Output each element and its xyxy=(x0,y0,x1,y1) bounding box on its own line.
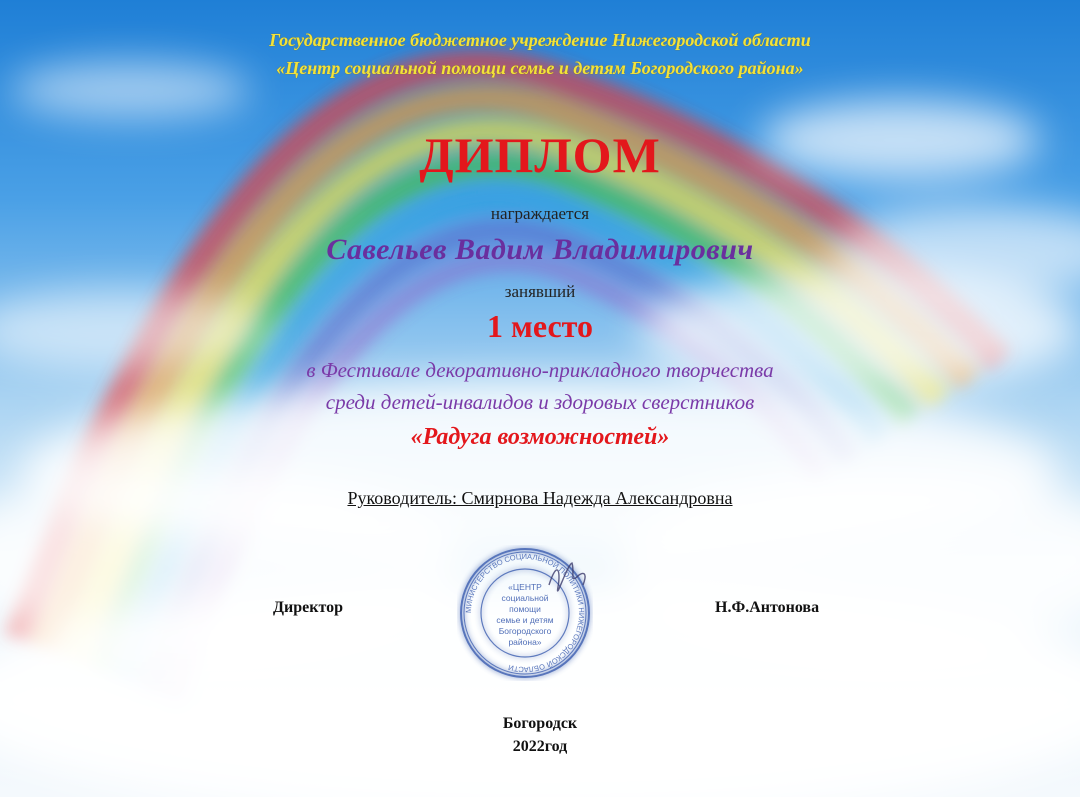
footer-year: 2022год xyxy=(512,738,568,755)
director-position: Директор xyxy=(273,599,343,616)
org-name-line1: Государственное бюджетное учреждение Нижегородской области xyxy=(269,30,811,50)
stamp-line: Богородского xyxy=(498,626,552,636)
org-name-line2: «Центр социальной помощи семье и детям Богородского района» xyxy=(276,58,804,78)
director-name: Н.Ф.Антонова xyxy=(715,599,820,616)
stamp-line: «ЦЕНТР xyxy=(508,582,542,592)
festival-name: «Радуга возможностей» xyxy=(410,424,670,450)
official-stamp xyxy=(457,545,593,681)
stamp-line: социальной xyxy=(501,593,549,603)
diploma-title: ДИПЛОМ xyxy=(419,127,661,183)
festival-line1: в Фестивале декоративно-прикладного творчества xyxy=(306,358,774,382)
stamp-line: района» xyxy=(508,637,542,647)
festival-line2: среди детей-инвалидов и здоровых сверстников xyxy=(325,390,755,414)
stamp-outer-text: МИНИСТЕРСТВО СОЦИАЛЬНОЙ ПОЛИТИКИ НИЖЕГОРОДСКОЙ ОБЛАСТИ xyxy=(463,551,587,675)
recipient-name: Савельев Вадим Владимирович xyxy=(326,233,754,266)
place-result: 1 место xyxy=(487,308,593,344)
leader-line: Руководитель: Смирнова Надежда Александровна xyxy=(347,488,733,508)
stamp-line: семье и детям xyxy=(496,615,554,625)
footer-city: Богородск xyxy=(502,715,578,732)
taken-label: занявший xyxy=(504,282,576,301)
stamp-line: помощи xyxy=(509,604,541,614)
awarded-label: награждается xyxy=(490,204,590,223)
